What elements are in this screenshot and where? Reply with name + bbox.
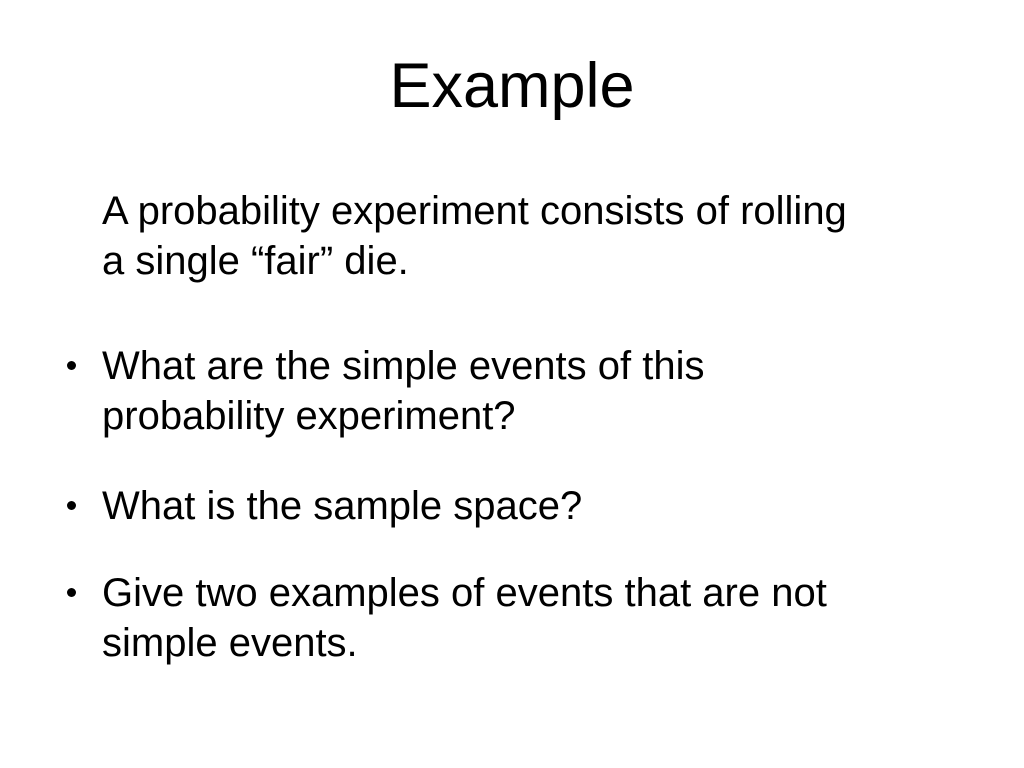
bullet-dot-icon [67, 501, 76, 510]
bullet-item-sample-space [65, 481, 582, 531]
intro-paragraph [102, 186, 847, 286]
paragraph-line: a single “fair” die. [102, 239, 409, 283]
bullet-line: What are the simple events of this [102, 344, 705, 388]
bullet-dot-icon [67, 588, 76, 597]
bullet-line: probability experiment? [102, 394, 516, 438]
bullet-item-simple-events [65, 341, 705, 441]
paragraph-line: A probability experiment consists of rolling [102, 189, 847, 233]
bullet-dot-icon [67, 361, 76, 370]
bullet-line: What is the sample space? [102, 484, 583, 528]
bullet-line: simple events. [102, 621, 358, 665]
bullet-line: Give two examples of events that are not [102, 571, 827, 615]
bullet-item-not-simple-events [65, 568, 827, 668]
slide-title: Example [389, 51, 635, 121]
